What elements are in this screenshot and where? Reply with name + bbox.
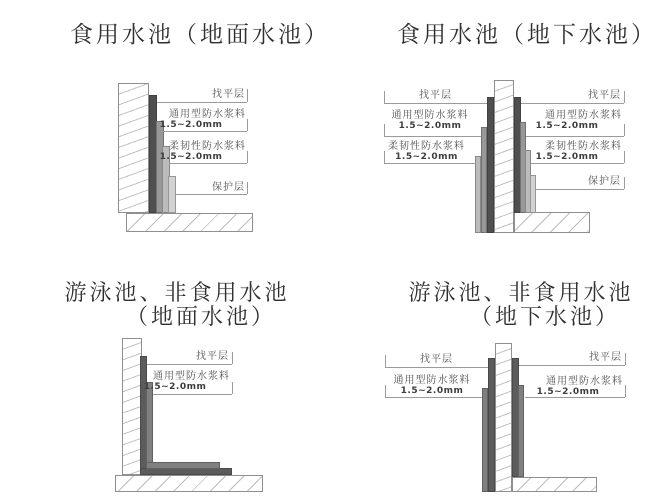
- callout-label-protective: 保护层: [212, 182, 245, 193]
- callout-label-general: 通用型防水浆料 1.5~2.0mm: [378, 375, 486, 397]
- callout-line: [163, 131, 247, 132]
- callout-tick: [247, 182, 248, 194]
- callout-line: [531, 163, 624, 164]
- callout-label-flexible: 柔韧性防水浆料 1.5~2.0mm: [374, 141, 479, 163]
- callout-label-leveling: 找平层: [588, 90, 621, 101]
- diagram-title-br-line2: （地下水池）: [469, 305, 620, 330]
- callout-line: [176, 194, 247, 195]
- callout-line: [147, 364, 232, 365]
- diagram-title-bl-line1: 游泳池、非食用水池: [64, 281, 290, 306]
- callout-label-protective: 保护层: [588, 176, 621, 187]
- thickness-value: 1.5~2.0mm: [536, 387, 600, 397]
- diagram-title-br-line1: 游泳池、非食用水池: [408, 281, 634, 306]
- callout-tick: [624, 91, 625, 103]
- callout-line: [385, 397, 482, 398]
- callout-tick: [624, 124, 625, 136]
- layer-bar-leveling-br-left: [488, 358, 495, 492]
- floor-hatch-tl: [126, 213, 253, 232]
- floor-hatch-br: [512, 477, 597, 492]
- thickness-value: 1.5~2.0mm: [400, 386, 464, 396]
- layer-bar-general-bl-horizontal: [146, 462, 220, 469]
- callout-tick: [247, 119, 248, 131]
- callout-label-leveling: 找平层: [196, 351, 229, 362]
- callout-tick: [232, 352, 233, 364]
- callout-line: [519, 365, 625, 366]
- layer-bar-general-tr-left: [481, 127, 487, 233]
- callout-line: [169, 163, 247, 164]
- diagram-title-bl-line2: （地面水池）: [125, 305, 276, 330]
- layer-bar-general-bl-vertical: [146, 382, 153, 468]
- layer-bar-general-br-right: [518, 385, 524, 477]
- callout-tick: [232, 382, 233, 394]
- callout-label-leveling: 找平层: [212, 89, 245, 100]
- layer-bar-leveling-tr-left: [487, 97, 494, 233]
- callout-label-leveling: 找平层: [420, 354, 453, 365]
- layer-bar-general-br-left: [482, 388, 488, 492]
- callout-line: [153, 394, 232, 395]
- floor-hatch-tr: [514, 212, 590, 233]
- callout-line: [536, 189, 624, 190]
- callout-tick: [624, 151, 625, 163]
- callout-tick: [247, 151, 248, 163]
- callout-label-flexible: 柔韧性防水浆料 1.5~2.0mm: [512, 141, 622, 163]
- callout-tick: [624, 177, 625, 189]
- wall-hatch-br: [495, 343, 512, 492]
- callout-tick: [625, 385, 626, 397]
- callout-label-leveling: 找平层: [589, 352, 622, 363]
- thickness-value: 1.5~2.0mm: [159, 152, 223, 162]
- floor-hatch-bl: [115, 475, 263, 492]
- callout-label-general: 通用型防水浆料 1.5~2.0mm: [136, 109, 246, 131]
- thickness-value: 1.5~2.0mm: [395, 152, 458, 162]
- thickness-value: 1.5~2.0mm: [398, 121, 462, 131]
- diagram-title-tr: 食用水池（地下水池）: [397, 22, 657, 48]
- callout-line: [157, 102, 247, 103]
- thickness-value: 1.5~2.0mm: [143, 382, 207, 392]
- callout-line: [384, 163, 475, 164]
- thickness-value: 1.5~2.0mm: [535, 152, 599, 162]
- callout-line: [384, 103, 487, 104]
- thickness-value: 1.5~2.0mm: [535, 121, 599, 131]
- callout-line: [521, 103, 624, 104]
- layer-bar-flexible-tr-left: [475, 156, 481, 233]
- callout-line: [385, 367, 488, 368]
- callout-label-general: 通用型防水浆料 1.5~2.0mm: [120, 371, 230, 393]
- callout-line: [384, 136, 481, 137]
- wall-hatch-tr: [494, 80, 514, 233]
- thickness-value: 1.5~2.0mm: [159, 120, 223, 130]
- callout-label-general: 通用型防水浆料 1.5~2.0mm: [376, 110, 484, 132]
- callout-tick: [625, 353, 626, 365]
- callout-line: [526, 136, 624, 137]
- callout-label-flexible: 柔韧性防水浆料 1.5~2.0mm: [136, 141, 246, 163]
- layer-bar-leveling-bl-horizontal: [140, 468, 232, 475]
- diagram-title-tl: 食用水池（地面水池）: [70, 22, 330, 48]
- callout-label-general: 通用型防水浆料 1.5~2.0mm: [513, 376, 623, 398]
- callout-tick: [247, 89, 248, 102]
- callout-label-general: 通用型防水浆料 1.5~2.0mm: [512, 110, 622, 132]
- callout-label-leveling: 找平层: [419, 90, 452, 101]
